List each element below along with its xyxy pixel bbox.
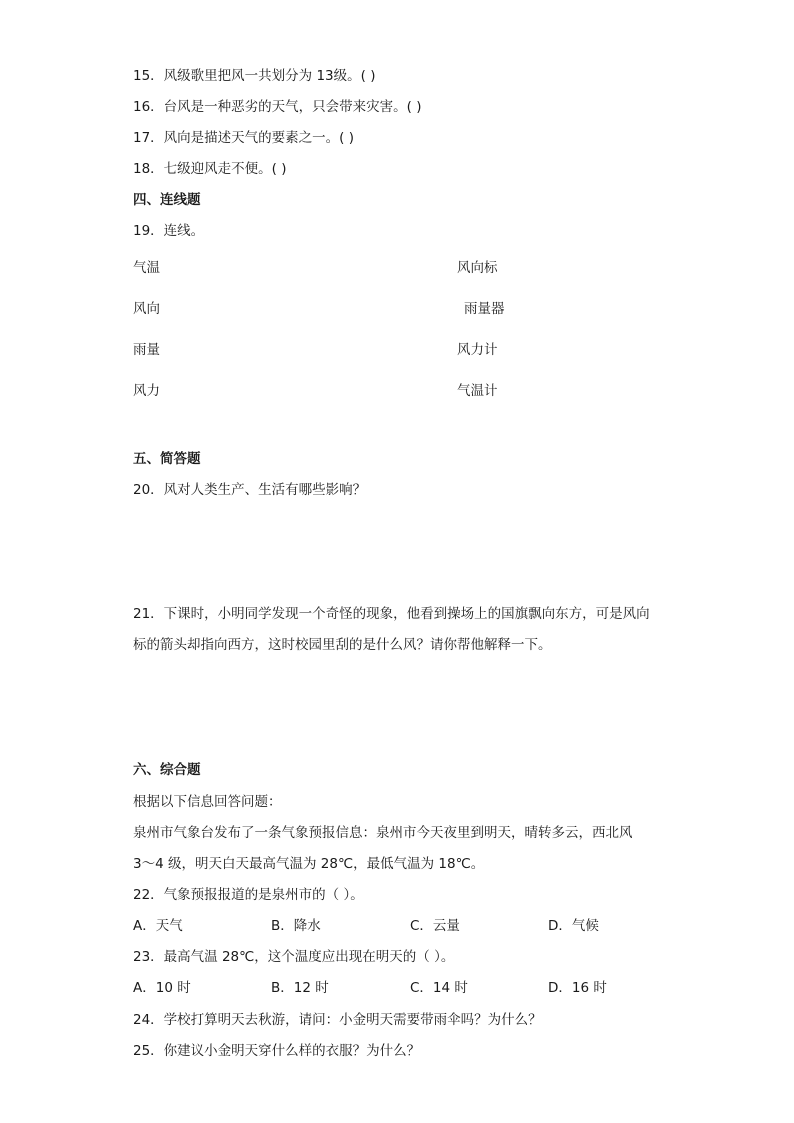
- question-22-option-c: C．云量: [410, 918, 460, 934]
- question-24: 24．学校打算明天去秋游，请问：小金明天需要带雨伞吗？为什么？: [133, 1012, 542, 1028]
- question-23-option-c: C．14 时: [410, 980, 468, 996]
- match-right-item: 气温计: [457, 383, 498, 399]
- question-22-option-b: B．降水: [271, 918, 321, 934]
- question-21-line-2: 标的箭头却指向西方，这时校园里刮的是什么风？请你帮他解释一下。: [133, 637, 552, 653]
- match-left-item: 风力: [133, 383, 160, 399]
- weather-info-line-2: 3～4 级，明天白天最高气温为 28℃，最低气温为 18℃。: [133, 856, 485, 872]
- section-heading-short-answer: 五、简答题: [133, 451, 201, 467]
- match-left-item: 雨量: [133, 342, 160, 358]
- question-21-line-1: 21．下课时，小明同学发现一个奇怪的现象，他看到操场上的国旗飘向东方，可是风向: [133, 606, 650, 622]
- question-18: 18．七级迎风走不便。( ): [133, 161, 287, 177]
- question-23: 23．最高气温 28℃，这个温度应出现在明天的（ ）。: [133, 949, 455, 965]
- weather-info-line-1: 泉州市气象台发布了一条气象预报信息：泉州市今天夜里到明天，晴转多云，西北风: [133, 825, 633, 841]
- question-22-option-d: D．气候: [548, 918, 599, 934]
- section-heading-matching: 四、连线题: [133, 192, 201, 208]
- section-heading-comprehensive: 六、综合题: [133, 762, 201, 778]
- question-22-option-a: A．天气: [133, 918, 183, 934]
- question-16: 16．台风是一种恶劣的天气，只会带来灾害。( ): [133, 99, 422, 115]
- info-intro: 根据以下信息回答问题：: [133, 794, 282, 810]
- question-15: 15．风级歌里把风一共划分为 13级。( ): [133, 68, 376, 84]
- question-23-option-d: D．16 时: [548, 980, 607, 996]
- question-23-option-a: A．10 时: [133, 980, 191, 996]
- match-left-item: 气温: [133, 260, 160, 276]
- question-19: 19．连线。: [133, 223, 205, 239]
- question-23-option-b: B．12 时: [271, 980, 329, 996]
- match-right-item: 雨量器: [464, 301, 505, 317]
- match-left-item: 风向: [133, 301, 160, 317]
- question-17: 17．风向是描述天气的要素之一。( ): [133, 130, 355, 146]
- question-20: 20．风对人类生产、生活有哪些影响？: [133, 482, 367, 498]
- question-22: 22．气象预报报道的是泉州市的（ ）。: [133, 887, 364, 903]
- match-right-item: 风向标: [457, 260, 498, 276]
- question-25: 25．你建议小金明天穿什么样的衣服？为什么？: [133, 1043, 421, 1059]
- match-right-item: 风力计: [457, 342, 498, 358]
